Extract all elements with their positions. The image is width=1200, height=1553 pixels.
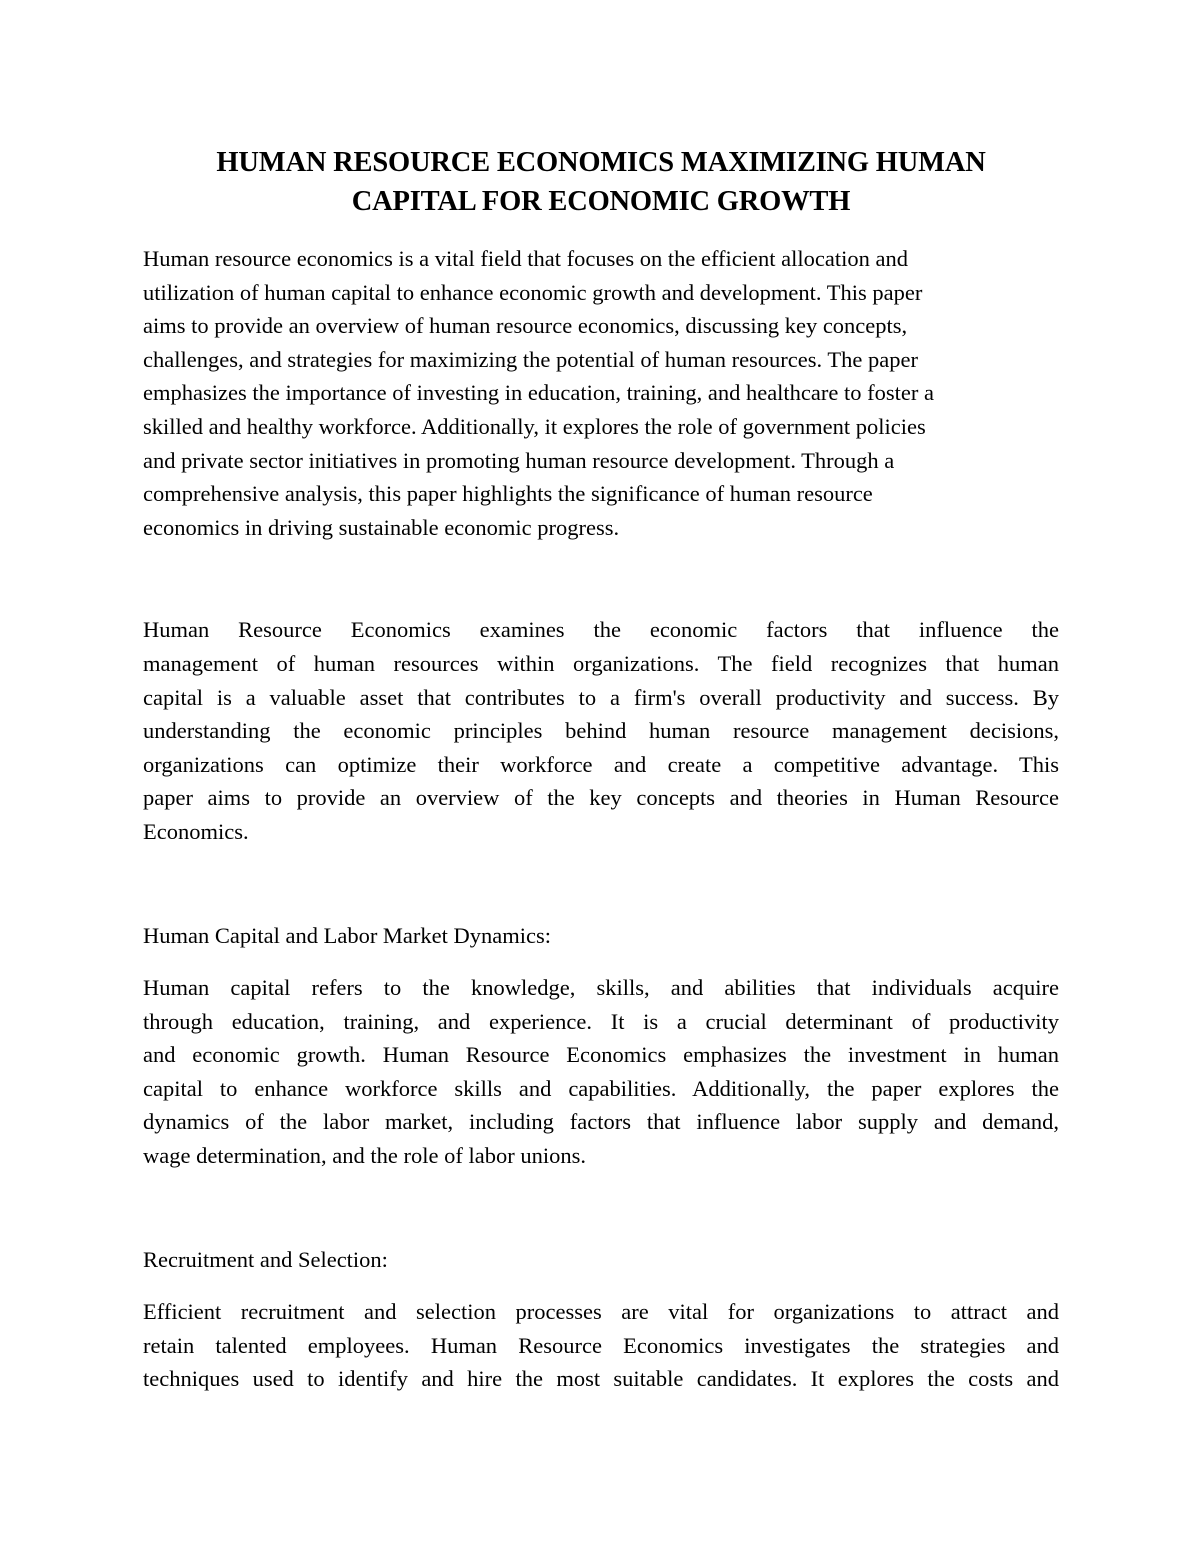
paragraph-line: economics in driving sustainable economic progress. [143, 514, 620, 540]
paragraph-line: aims to provide an overview of human resource economics, discussing key concepts, [143, 313, 908, 339]
title-line: HUMAN RESOURCE ECONOMICS MAXIMIZING HUMAN [216, 147, 986, 178]
title-line: CAPITAL FOR ECONOMIC GROWTH [351, 186, 851, 217]
paragraph-line: wage determination, and the role of labor unions. [143, 1143, 586, 1169]
paragraph-line: emphasizes the importance of investing in education, training, and healthcare to foster a [143, 380, 934, 406]
paragraph-line: techniques used to identify and hire the most suitable candidates. It explores the costs and [143, 1366, 1059, 1392]
paragraph-line: comprehensive analysis, this paper highlights the significance of human resource [143, 481, 873, 507]
document-body [143, 143, 1059, 1396]
paragraph-line: skilled and healthy workforce. Additionally, it explores the role of government policies [143, 413, 926, 439]
human-capital-paragraph [143, 971, 1059, 1173]
paragraph-line: challenges, and strategies for maximizing the potential of human resources. The paper [143, 346, 918, 372]
paragraph-line: Human Resource Economics examines the economic factors that influence the [143, 617, 1059, 643]
paragraph-line: understanding the economic principles behind human resource management decisions, [143, 718, 1059, 744]
paragraph-line: organizations can optimize their workforce and create a competitive advantage. This [143, 751, 1059, 777]
paragraph-line: management of human resources within organizations. The field recognizes that human [143, 650, 1059, 676]
abstract-paragraph [143, 242, 1059, 544]
paragraph-line: utilization of human capital to enhance economic growth and development. This paper [143, 279, 923, 305]
paragraph-line: dynamics of the labor market, including factors that influence labor supply and demand, [143, 1109, 1059, 1135]
paragraph-line: and private sector initiatives in promoting human resource development. Through a [143, 447, 895, 473]
paragraph-line: Human resource economics is a vital field that focuses on the efficient allocation and [143, 246, 908, 271]
paragraph-line: capital is a valuable asset that contributes to a firm's overall productivity and success. By [143, 684, 1059, 710]
intro-paragraph [143, 613, 1059, 848]
section-heading-human-capital: Human Capital and Labor Market Dynamics: [143, 922, 552, 948]
paragraph-line: Efficient recruitment and selection processes are vital for organizations to attract and [143, 1299, 1059, 1325]
paragraph-line: and economic growth. Human Resource Economics emphasizes the investment in human [143, 1042, 1059, 1068]
paragraph-line: Human capital refers to the knowledge, skills, and abilities that individuals acquire [143, 975, 1059, 1001]
document-title [143, 143, 1059, 221]
paragraph-line: paper aims to provide an overview of the key concepts and theories in Human Resource [143, 785, 1059, 811]
section-heading-recruitment: Recruitment and Selection: [143, 1246, 388, 1272]
paragraph-line: capital to enhance workforce skills and capabilities. Additionally, the paper explores the [143, 1075, 1059, 1101]
paragraph-line: retain talented employees. Human Resource Economics investigates the strategies and [143, 1332, 1059, 1358]
paragraph-line: through education, training, and experience. It is a crucial determinant of productivity [143, 1008, 1059, 1034]
paragraph-line: Economics. [143, 818, 249, 844]
recruitment-paragraph [143, 1295, 1059, 1396]
